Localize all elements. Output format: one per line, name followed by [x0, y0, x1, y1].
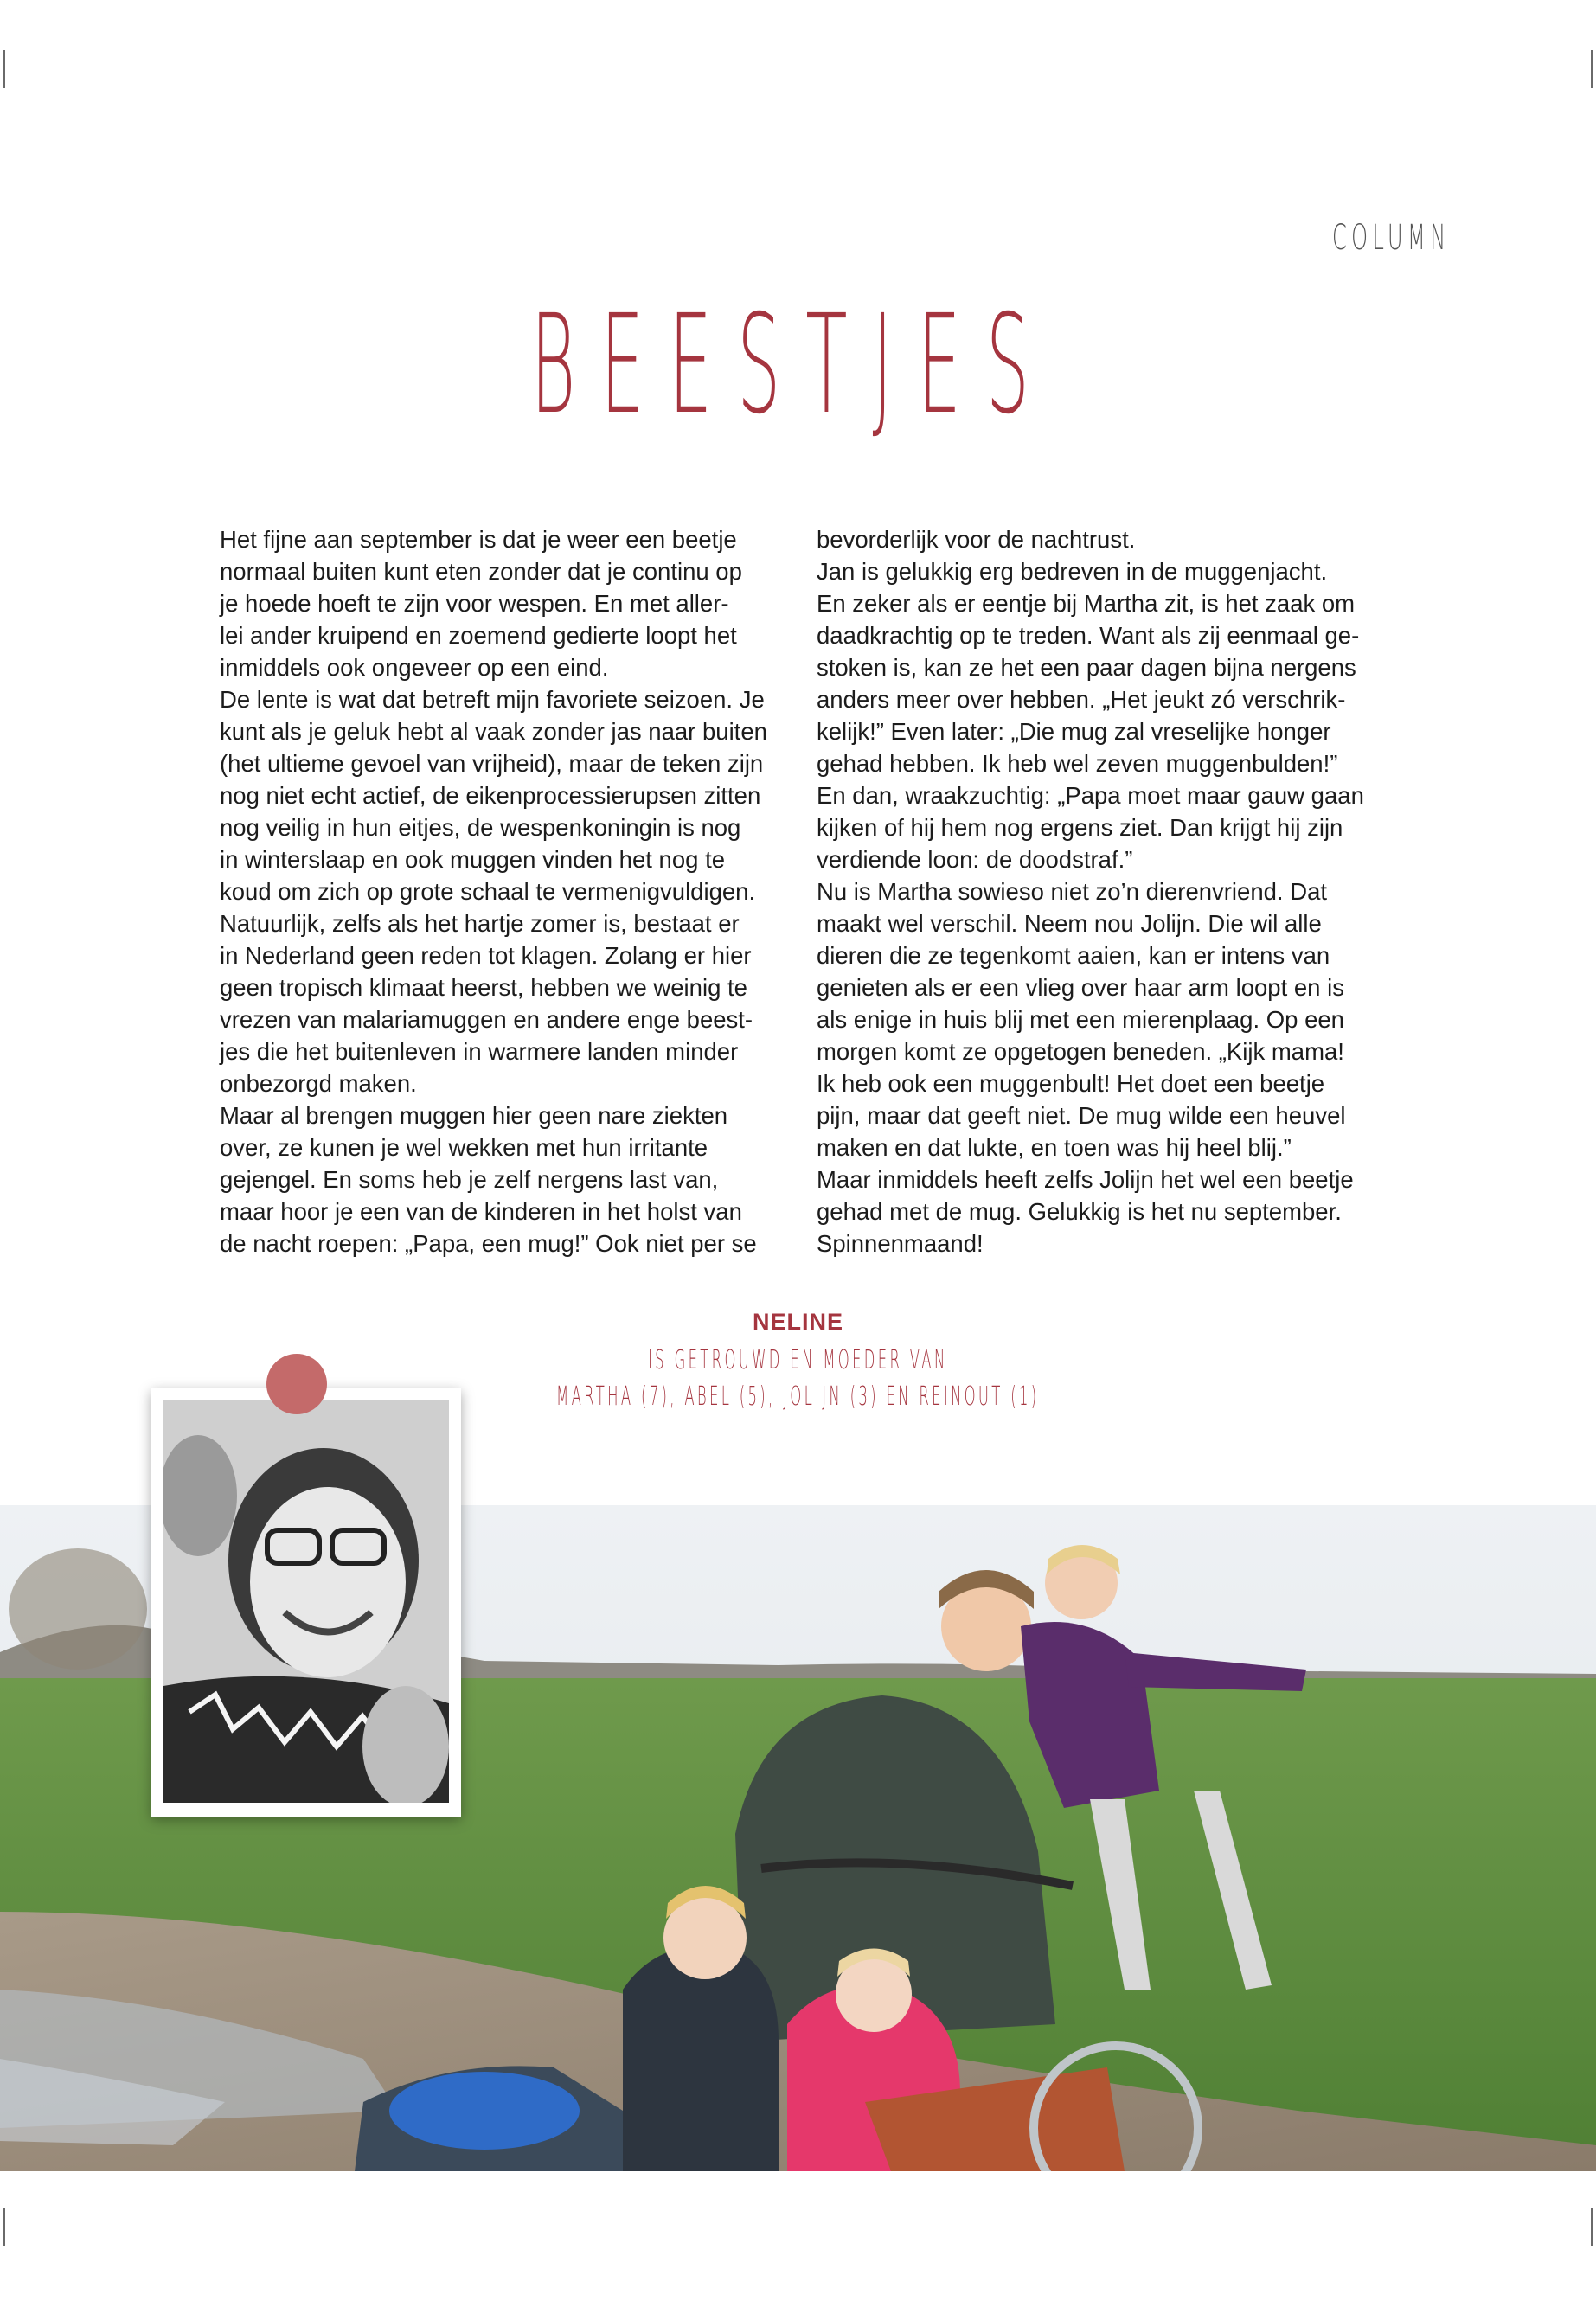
text-line: de nacht roepen: „Papa, een mug!” Ook niet per se: [220, 1230, 757, 1257]
text-line: morgen komt ze opgetogen beneden. „Kijk mama!: [817, 1038, 1344, 1065]
text-line: nog veilig in hun eitjes, de wespenkoningin is nog: [220, 814, 741, 841]
text-line: kijken of hij hem nog ergens ziet. Dan krijgt hij zijn: [817, 814, 1343, 841]
text-line: Ik heb ook een muggenbult! Het doet een beetje: [817, 1070, 1325, 1097]
text-line: gehad hebben. Ik heb wel zeven muggenbulden!”: [817, 750, 1338, 777]
text-line: lei ander kruipend en zoemend gedierte loopt het: [220, 622, 737, 649]
text-line: maakt wel verschil. Neem nou Jolijn. Die wil alle: [817, 910, 1322, 937]
text-line: daadkrachtig op te treden. Want als zij eenmaal ge-: [817, 622, 1360, 649]
text-line: kelijk!” Even later: „Die mug zal vreselijke honger: [817, 718, 1331, 745]
text-line: (het ultieme gevoel van vrijheid), maar de teken zijn: [220, 750, 764, 777]
text-line: Natuurlijk, zelfs als het hartje zomer is, bestaat er: [220, 910, 740, 937]
author-bio-line-2: MARTHA (7), ABEL (5), JOLIJN (3) EN REINOUT (1): [556, 1381, 1040, 1412]
text-line: dieren die ze tegenkomt aaien, kan er intens van: [817, 942, 1330, 969]
pin-icon: [266, 1354, 327, 1414]
text-line: inmiddels ook ongeveer op een eind.: [220, 654, 609, 681]
text-line: gejengel. En soms heb je zelf nergens last van,: [220, 1166, 719, 1193]
text-line: als enige in huis blij met een mierenplaag. Op een: [817, 1006, 1344, 1033]
crop-mark-bottom-left: [3, 2208, 5, 2246]
text-line: En dan, wraakzuchtig: „Papa moet maar gauw gaan: [817, 782, 1364, 809]
text-line: onbezorgd maken.: [220, 1070, 417, 1097]
text-line: pijn, maar dat geeft niet. De mug wilde een heuvel: [817, 1102, 1346, 1129]
text-line: in Nederland geen reden tot klagen. Zolang er hier: [220, 942, 752, 969]
article-column-left: [220, 523, 791, 1259]
text-line: Nu is Martha sowieso niet zo’n dierenvriend. Dat: [817, 878, 1328, 905]
text-line: verdiende loon: de doodstraf.”: [817, 846, 1133, 873]
text-line: Spinnenmaand!: [817, 1230, 984, 1257]
text-line: genieten als er een vlieg over haar arm loopt en is: [817, 974, 1344, 1001]
author-portrait: [163, 1400, 449, 1803]
text-line: koud om zich op grote schaal te vermenigvuldigen.: [220, 878, 756, 905]
author-portrait-frame: [151, 1388, 461, 1817]
text-line: maar hoor je een van de kinderen in het holst van: [220, 1198, 742, 1225]
crop-mark-bottom-right: [1591, 2208, 1593, 2246]
text-line: gehad met de mug. Gelukkig is het nu september.: [817, 1198, 1342, 1225]
text-line: bevorderlijk voor de nachtrust.: [817, 526, 1136, 553]
text-line: kunt als je geluk hebt al vaak zonder jas naar buiten: [220, 718, 767, 745]
author-bio-line-1: IS GETROUWD EN MOEDER VAN: [648, 1345, 948, 1375]
article-column-right: [817, 523, 1388, 1259]
text-line: over, ze kunen je wel wekken met hun irritante: [220, 1134, 708, 1161]
article-title: BEESTJES: [530, 285, 1054, 445]
text-line: De lente is wat dat betreft mijn favoriete seizoen. Je: [220, 686, 765, 713]
text-line: stoken is, kan ze het een paar dagen bijna nergens: [817, 654, 1356, 681]
author-name: NELINE: [752, 1309, 843, 1335]
text-line: anders meer over hebben. „Het jeukt zó verschrik-: [817, 686, 1346, 713]
text-line: je hoede hoeft te zijn voor wespen. En met aller-: [220, 590, 729, 617]
text-line: maken en dat lukte, en toen was hij heel blij.”: [817, 1134, 1292, 1161]
crop-mark-top-right: [1591, 50, 1593, 88]
text-line: jes die het buitenleven in warmere landen minder: [220, 1038, 739, 1065]
text-line: Het fijne aan september is dat je weer een beetje: [220, 526, 737, 553]
text-line: nog niet echt actief, de eikenprocessierupsen zitten: [220, 782, 761, 809]
text-line: vrezen van malariamuggen en andere enge beest-: [220, 1006, 753, 1033]
text-line: geen tropisch klimaat heerst, hebben we weinig te: [220, 974, 747, 1001]
text-line: Maar inmiddels heeft zelfs Jolijn het wel een beetje: [817, 1166, 1354, 1193]
section-label: COLUMN: [1332, 218, 1451, 258]
text-line: En zeker als er eentje bij Martha zit, is het zaak om: [817, 590, 1356, 617]
crop-mark-top-left: [3, 50, 5, 88]
text-line: normaal buiten kunt eten zonder dat je continu op: [220, 558, 742, 585]
text-line: Maar al brengen muggen hier geen nare ziekten: [220, 1102, 728, 1129]
text-line: Jan is gelukkig erg bedreven in de muggenjacht.: [817, 558, 1328, 585]
text-line: in winterslaap en ook muggen vinden het nog te: [220, 846, 726, 873]
